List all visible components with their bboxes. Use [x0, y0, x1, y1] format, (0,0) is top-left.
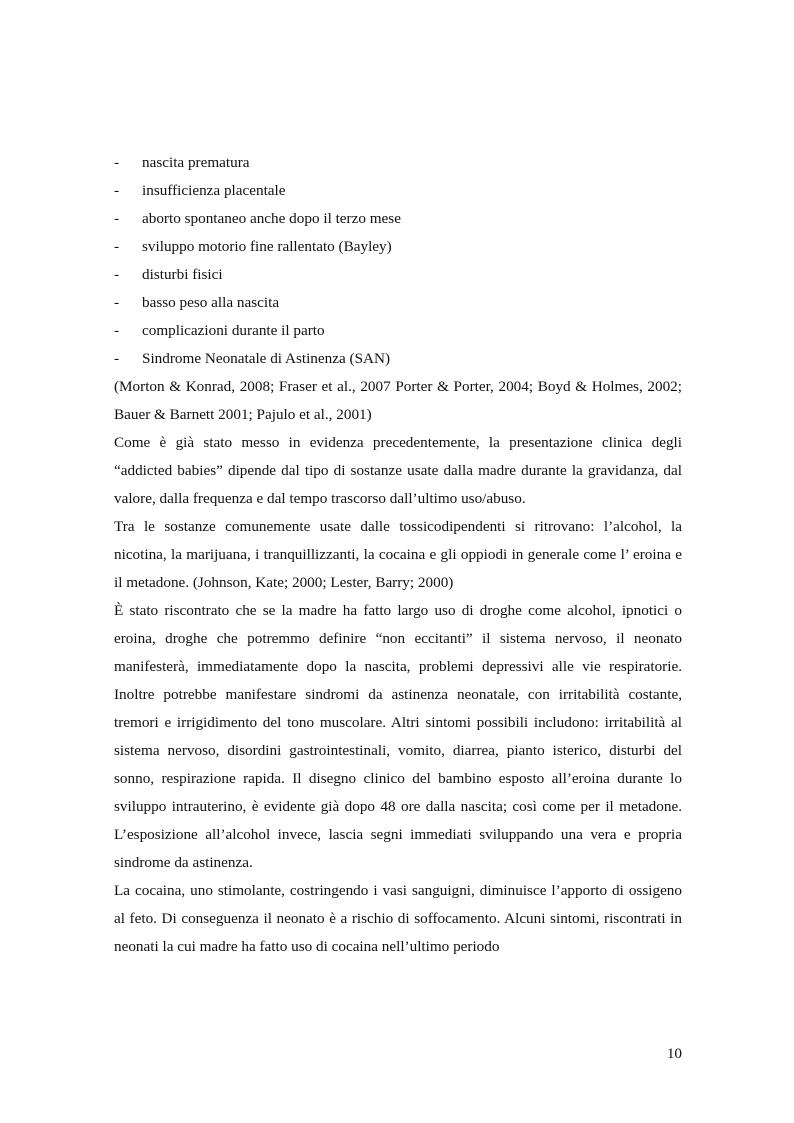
bullet-dash: -	[114, 182, 120, 199]
list-item	[114, 261, 682, 289]
bullet-dash: -	[114, 266, 120, 283]
list-item	[114, 289, 682, 317]
list-item-text: aborto spontaneo anche dopo il terzo mese	[142, 210, 401, 227]
bullet-dash: -	[114, 294, 120, 311]
body-paragraph-presentation: Come è già stato messo in evidenza precedentemente, la presentazione clinica degli “addicted babies” dipende dal tipo di sostanze usate dalla madre durante la gravidanza, dal valore, dalla frequenza e dal tempo trascorso dall’ultimo uso/abuso.	[114, 434, 682, 507]
bullet-dash: -	[114, 322, 120, 339]
list-item	[114, 233, 682, 261]
body-paragraph-cocaine: La cocaina, uno stimolante, costringendo i vasi sanguigni, diminuisce l’apporto di ossigeno al feto. Di conseguenza il neonato è a rischio di soffocamento. Alcuni sintomi, riscontrati in neonati la cui madre ha fatto uso di cocaina nell’ultimo periodo	[114, 882, 682, 955]
list-item-text: basso peso alla nascita	[142, 294, 280, 311]
citation-paragraph: (Morton & Konrad, 2008; Fraser et al., 2007 Porter & Porter, 2004; Boyd & Holmes, 2002; Bauer & Barnett 2001; Pajulo et al., 2001)	[114, 378, 682, 423]
risk-bullet-list	[114, 149, 682, 373]
bullet-dash: -	[114, 154, 120, 171]
list-item	[114, 205, 682, 233]
list-item-text: sviluppo motorio fine rallentato (Bayley)	[142, 238, 392, 255]
list-item-text: disturbi fisici	[142, 266, 223, 283]
bullet-dash: -	[114, 238, 120, 255]
page-number: 10	[666, 1045, 682, 1062]
body-paragraph-substances: Tra le sostanze comunemente usate dalle tossicodipendenti si ritrovano: l’alcohol, la nicotina, la marijuana, i tranquillizzanti, la cocaina e gli oppiodi in generale come l’ eroina e il metadone. (Johnson, Kate; 2000; Lester, Barry; 2000)	[114, 518, 682, 591]
list-item	[114, 177, 682, 205]
list-item-text: nascita prematura	[142, 154, 250, 171]
page-content	[114, 149, 682, 961]
list-item	[114, 149, 682, 177]
list-item	[114, 345, 682, 373]
list-item-text: Sindrome Neonatale di Astinenza (SAN)	[142, 350, 391, 367]
body-paragraph-depressants: È stato riscontrato che se la madre ha fatto largo uso di droghe come alcohol, ipnotici o eroina, droghe che potremmo definire “non eccitanti” il sistema nervoso, il neonato manifesterà, immediatamente dopo la nascita, problemi depressivi alle vie respiratorie. Inoltre potrebbe manifestare sindromi da astinenza neonatale, con irritabilità costante, tremori e irrigidimento del tono muscolare. Altri sintomi possibili includono: irritabilità al sistema nervoso, disordini gastrointestinali, vomito, diarrea, pianto isterico, disturbi del sonno, respirazione rapida. Il disegno clinico del bambino esposto all’eroina durante lo sviluppo intrauterino, è evidente già dopo 48 ore dalla nascita; così come per il metadone. L’esposizione all’alcohol invece, lascia segni immediati sviluppando una vera e propria sindrome da astinenza.	[114, 602, 682, 871]
list-item	[114, 317, 682, 345]
bullet-dash: -	[114, 210, 120, 227]
bullet-dash: -	[114, 350, 120, 367]
list-item-text: complicazioni durante il parto	[142, 322, 325, 339]
list-item-text: insufficienza placentale	[142, 182, 286, 199]
